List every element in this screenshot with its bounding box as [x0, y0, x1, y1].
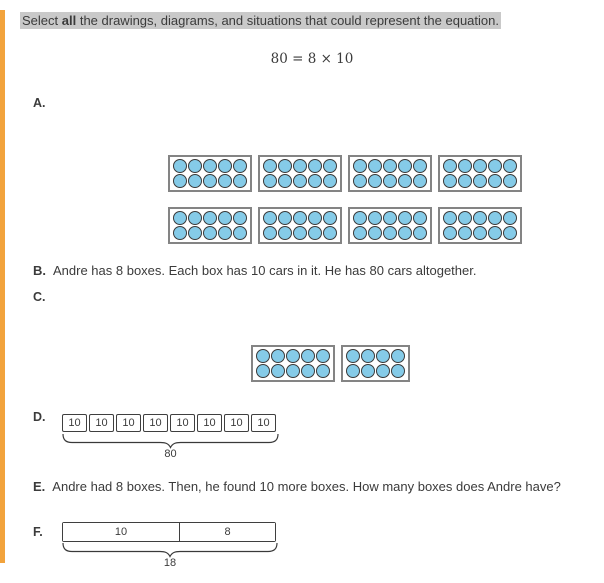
- counter-dot: [278, 174, 292, 188]
- question-prompt: [20, 11, 501, 30]
- option-b-label: B.: [33, 263, 46, 278]
- option-c-label: C.: [33, 290, 46, 304]
- counter-dot: [398, 211, 412, 225]
- counter-dot: [361, 364, 375, 378]
- option-b-text: Andre has 8 boxes. Each box has 10 cars in it. He has 80 cars altogether.: [53, 263, 477, 278]
- counter-dot: [391, 364, 405, 378]
- option-d-total-label: 80: [164, 448, 177, 460]
- counter-dot: [458, 226, 472, 240]
- counter-dot: [353, 211, 367, 225]
- counter-dot: [413, 211, 427, 225]
- tape-cell: 10: [224, 414, 249, 432]
- counter-dot: [173, 211, 187, 225]
- dot-box: [258, 155, 342, 192]
- counter-dot: [188, 211, 202, 225]
- counter-dot: [256, 349, 270, 363]
- option-a-label: A.: [33, 96, 46, 110]
- counter-dot: [323, 226, 337, 240]
- counter-dot: [473, 174, 487, 188]
- counter-dot: [346, 349, 360, 363]
- counter-dot: [293, 174, 307, 188]
- option-c-dot-diagram: [251, 345, 410, 382]
- counter-dot: [218, 174, 232, 188]
- counter-dot: [368, 211, 382, 225]
- prompt-suffix: the drawings, diagrams, and situations that could represent the equation.: [76, 13, 499, 28]
- counter-dot: [301, 364, 315, 378]
- counter-dot: [278, 226, 292, 240]
- counter-dot: [203, 211, 217, 225]
- tape-cell: 10: [197, 414, 222, 432]
- counter-dot: [353, 226, 367, 240]
- counter-dot: [458, 174, 472, 188]
- counter-dot: [278, 211, 292, 225]
- dot-box: [438, 155, 522, 192]
- counter-dot: [488, 174, 502, 188]
- option-d-tape-diagram: [62, 414, 276, 432]
- counter-dot: [263, 226, 277, 240]
- counter-dot: [353, 159, 367, 173]
- counter-dot: [376, 349, 390, 363]
- counter-dot: [316, 364, 330, 378]
- counter-dot: [293, 159, 307, 173]
- counter-dot: [188, 226, 202, 240]
- dot-box: [341, 345, 410, 382]
- counter-dot: [383, 159, 397, 173]
- counter-dot: [443, 211, 457, 225]
- counter-dot: [271, 349, 285, 363]
- counter-dot: [376, 364, 390, 378]
- counter-dot: [488, 226, 502, 240]
- counter-dot: [188, 174, 202, 188]
- tape-cell: 10: [170, 414, 195, 432]
- counter-dot: [256, 364, 270, 378]
- counter-dot: [368, 174, 382, 188]
- counter-dot: [443, 174, 457, 188]
- counter-dot: [286, 364, 300, 378]
- counter-dot: [473, 159, 487, 173]
- counter-dot: [413, 226, 427, 240]
- counter-dot: [443, 226, 457, 240]
- counter-dot: [218, 211, 232, 225]
- dot-box: [438, 207, 522, 244]
- tape-cell: 10: [62, 414, 87, 432]
- counter-dot: [353, 174, 367, 188]
- counter-dot: [263, 159, 277, 173]
- counter-dot: [488, 159, 502, 173]
- counter-dot: [308, 226, 322, 240]
- counter-dot: [458, 159, 472, 173]
- counter-dot: [293, 226, 307, 240]
- counter-dot: [323, 159, 337, 173]
- brace-under-tape-d: [62, 434, 279, 449]
- tape-cell: 10: [89, 414, 114, 432]
- counter-dot: [323, 211, 337, 225]
- counter-dot: [368, 226, 382, 240]
- option-e-label: E.: [33, 479, 46, 494]
- counter-dot: [188, 159, 202, 173]
- counter-dot: [473, 226, 487, 240]
- counter-dot: [308, 174, 322, 188]
- counter-dot: [203, 174, 217, 188]
- counter-dot: [383, 226, 397, 240]
- counter-dot: [293, 211, 307, 225]
- counter-dot: [361, 349, 375, 363]
- counter-dot: [173, 159, 187, 173]
- counter-dot: [203, 226, 217, 240]
- counter-dot: [308, 159, 322, 173]
- tape-cell: 10: [251, 414, 276, 432]
- dot-box: [168, 155, 252, 192]
- counter-dot: [398, 174, 412, 188]
- accent-bar: [0, 10, 5, 563]
- tape-cell: 10: [63, 523, 179, 541]
- counter-dot: [413, 174, 427, 188]
- counter-dot: [218, 226, 232, 240]
- counter-dot: [391, 349, 405, 363]
- counter-dot: [413, 159, 427, 173]
- tape-cell: 10: [143, 414, 168, 432]
- option-e-text: Andre had 8 boxes. Then, he found 10 more boxes. How many boxes does Andre have?: [52, 479, 561, 494]
- counter-dot: [301, 349, 315, 363]
- option-f-label: F.: [33, 525, 43, 539]
- counter-dot: [263, 174, 277, 188]
- option-d-label: D.: [33, 410, 46, 424]
- option-e-row: [33, 478, 594, 495]
- counter-dot: [443, 159, 457, 173]
- option-a-dot-diagram: [168, 155, 522, 244]
- dot-box: [348, 207, 432, 244]
- counter-dot: [503, 174, 517, 188]
- counter-dot: [346, 364, 360, 378]
- counter-dot: [263, 211, 277, 225]
- counter-dot: [398, 159, 412, 173]
- tape-cell: 8: [179, 523, 275, 541]
- counter-dot: [173, 226, 187, 240]
- highlighted-prompt-text: [20, 12, 501, 29]
- counter-dot: [233, 211, 247, 225]
- dot-box: [348, 155, 432, 192]
- counter-dot: [383, 211, 397, 225]
- option-b-row: [33, 262, 594, 279]
- dot-box: [168, 207, 252, 244]
- counter-dot: [316, 349, 330, 363]
- dot-box-row: [168, 155, 522, 192]
- counter-dot: [323, 174, 337, 188]
- brace-under-tape-f: [62, 543, 278, 558]
- counter-dot: [218, 159, 232, 173]
- counter-dot: [458, 211, 472, 225]
- counter-dot: [368, 159, 382, 173]
- counter-dot: [503, 159, 517, 173]
- counter-dot: [173, 174, 187, 188]
- counter-dot: [233, 159, 247, 173]
- counter-dot: [398, 226, 412, 240]
- counter-dot: [286, 349, 300, 363]
- counter-dot: [383, 174, 397, 188]
- equation: 80 = 8 × 10: [270, 51, 354, 67]
- counter-dot: [473, 211, 487, 225]
- counter-dot: [233, 174, 247, 188]
- option-f-total-label: 18: [163, 557, 177, 569]
- dot-box: [258, 207, 342, 244]
- counter-dot: [271, 364, 285, 378]
- tape-cell: 10: [116, 414, 141, 432]
- counter-dot: [233, 226, 247, 240]
- counter-dot: [203, 159, 217, 173]
- counter-dot: [278, 159, 292, 173]
- dot-box: [251, 345, 335, 382]
- dot-box-row: [251, 345, 410, 382]
- counter-dot: [488, 211, 502, 225]
- counter-dot: [308, 211, 322, 225]
- option-f-tape-diagram: [62, 522, 276, 542]
- counter-dot: [503, 211, 517, 225]
- dot-box-row: [168, 207, 522, 244]
- prompt-prefix: Select: [22, 13, 62, 28]
- prompt-bold-word: all: [61, 13, 77, 28]
- counter-dot: [503, 226, 517, 240]
